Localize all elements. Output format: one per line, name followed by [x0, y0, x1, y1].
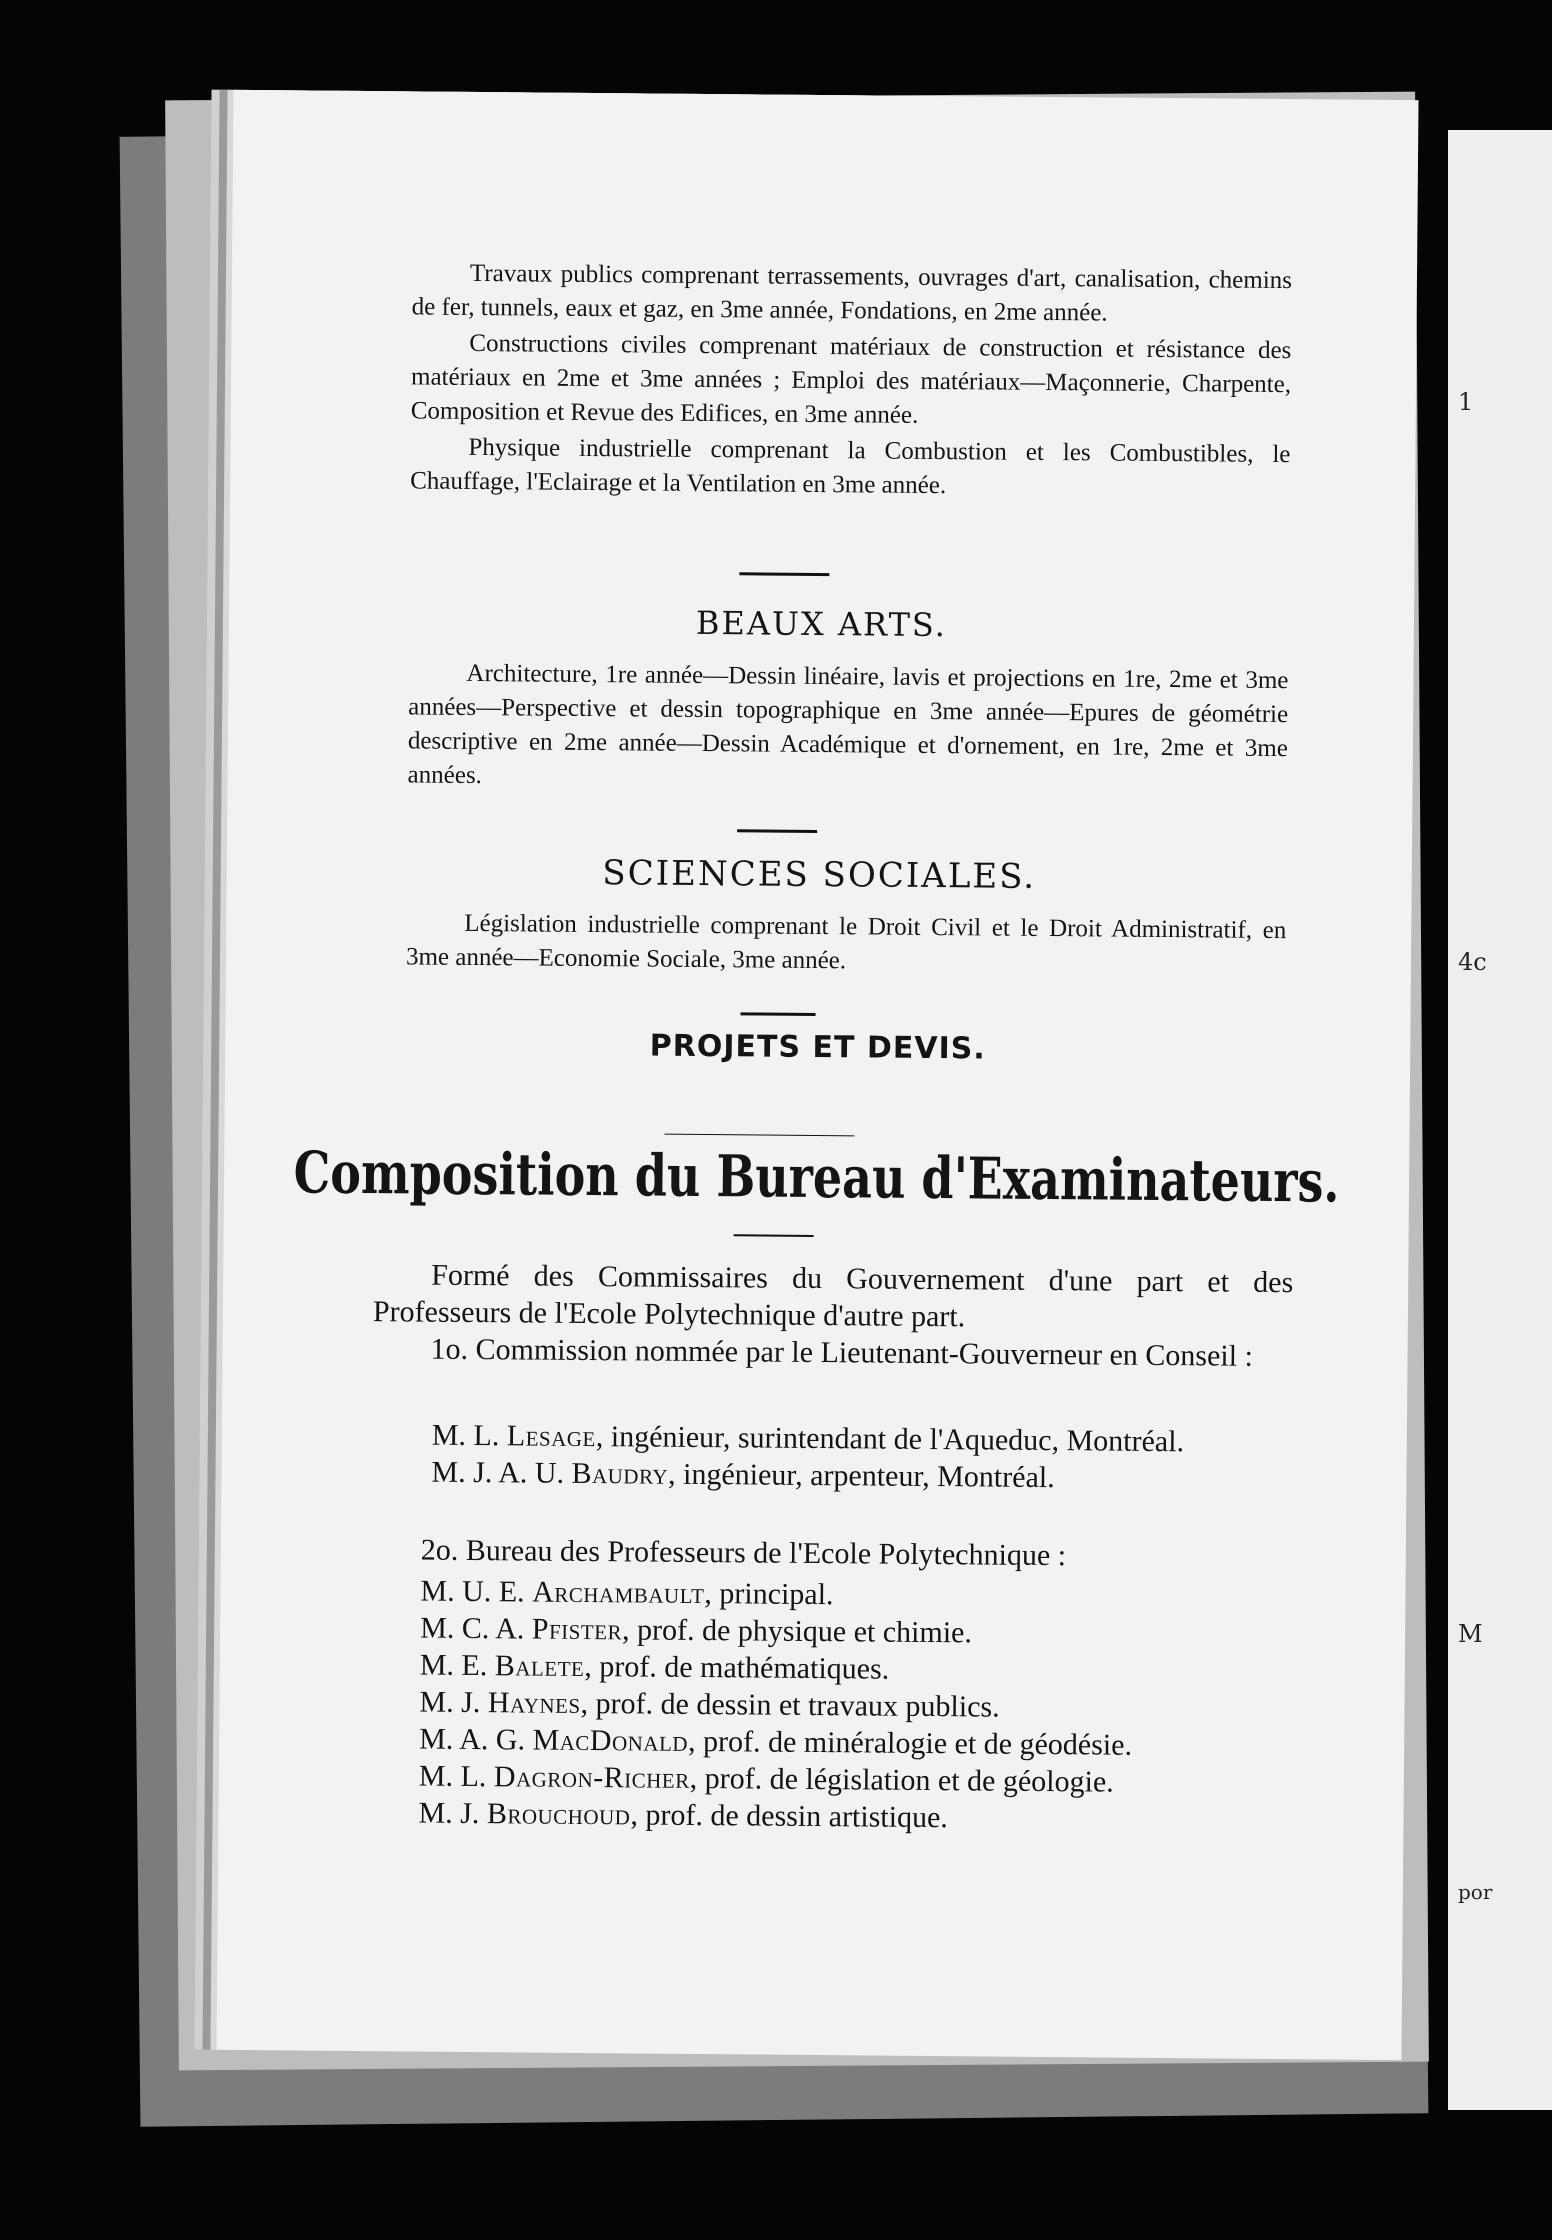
member-row: M. J. Brouchoud, prof. de dessin artistique.	[418, 1796, 948, 1835]
heading-beaux-arts: BEAUX ARTS.	[695, 603, 948, 645]
section-divider	[734, 1234, 814, 1237]
commission-title: 1o. Commission nommée par le Lieutenant-Gouverneur en Conseil :	[430, 1332, 1254, 1373]
heading-composition-bureau: Composition du Bureau d'Examinateurs.	[293, 1138, 1340, 1216]
member-name: Archambault	[532, 1575, 705, 1611]
professors-list	[418, 1532, 1301, 1840]
page-content	[216, 90, 1418, 2060]
member-name: Haynes	[487, 1686, 581, 1720]
member-name: Pfister	[531, 1612, 623, 1647]
paragraph-sciences-sociales: Législation industrielle comprenant le Droit Civil et le Droit Administratif, en 3me année—Economie Sociale, 3me année.	[405, 909, 1287, 975]
adjacent-page-fragment: por	[1458, 1880, 1493, 1904]
member-row: M. L. Dagron-Richer, prof. de législation et de géologie.	[418, 1759, 1114, 1799]
heading-projets-et-devis: PROJETS ET DEVIS.	[649, 1028, 986, 1067]
adjacent-page-fragment: 4c	[1458, 948, 1487, 976]
member-row: M. C. A. Pfister, prof. de physique et chimie.	[420, 1611, 973, 1650]
commission-list	[431, 1417, 1312, 1499]
section-divider	[664, 1134, 854, 1137]
adjacent-page-fragment: 1	[1458, 388, 1474, 416]
member-row: M. E. Balete, prof. de mathématiques.	[419, 1648, 890, 1686]
paragraph-composition-intro: Formé des Commissaires du Gouvernement d'une part et des Professeurs de l'Ecole Polytechnique d'autre part.	[372, 1258, 1294, 1334]
member-row: M. L. Lesage, ingénieur, surintendant de l'Aqueduc, Montréal.	[431, 1418, 1185, 1459]
adjacent-page	[1448, 130, 1552, 2110]
paragraph-beaux-arts: Architecture, 1re année—Dessin linéaire, lavis et projections en 1re, 2me et 3me années—Perspective et dessin topographique en 3me année—Epures de géométrie descriptive en 2me année—Dessin Académique et d'ornement, en 1re, 2me et 3me années.	[407, 659, 1289, 790]
document-page	[216, 90, 1418, 2060]
member-name: Brouchoud	[486, 1797, 631, 1832]
paragraph-travaux-publics: Travaux publics comprenant terrassements, ouvrages d'art, canalisation, chemins de fer, tunnels, eaux et gaz, en 3me année, Fondations, en 2me année.	[411, 259, 1293, 327]
section-divider	[739, 572, 829, 576]
professors-title: 2o. Bureau des Professeurs de l'Ecole Polytechnique :	[420, 1533, 1067, 1573]
member-row: M. J. A. U. Baudry, ingénieur, arpenteur, Montréal.	[431, 1455, 1055, 1495]
member-row: M. J. Haynes, prof. de dessin et travaux publics.	[419, 1685, 1000, 1724]
adjacent-page-fragment: M	[1458, 1620, 1483, 1648]
member-name: Dagron-Richer	[493, 1760, 690, 1795]
composition-intro-section	[372, 1256, 1293, 1375]
member-row: M. U. E. Archambault, principal.	[420, 1574, 834, 1612]
heading-sciences-sociales: SCIENCES SOCIALES.	[602, 853, 1037, 897]
member-name: Lesage	[506, 1419, 596, 1454]
intro-section	[410, 256, 1292, 508]
member-name: Balete	[494, 1649, 585, 1683]
sciences-sociales-section	[406, 906, 1287, 982]
paragraph-constructions-civiles: Constructions civiles comprenant matériaux de construction et résistance des matériaux en 2me et 3me années ; Emploi des matériaux—Maçonnerie, Charpente, Composition et Revue des Edifices, en 3me année.	[410, 329, 1292, 429]
paragraph-physique-industrielle: Physique industrielle comprenant la Combustion et les Combustibles, le Chauffage, l'Eclairage et la Ventilation en 3me année.	[410, 433, 1291, 500]
member-name: Baudry	[571, 1456, 669, 1491]
member-name: MacDonald	[532, 1723, 689, 1758]
section-divider	[737, 829, 817, 833]
beaux-arts-section	[407, 656, 1288, 800]
section-divider	[741, 1012, 816, 1016]
member-row: M. A. G. MacDonald, prof. de minéralogie et de géodésie.	[419, 1722, 1133, 1762]
